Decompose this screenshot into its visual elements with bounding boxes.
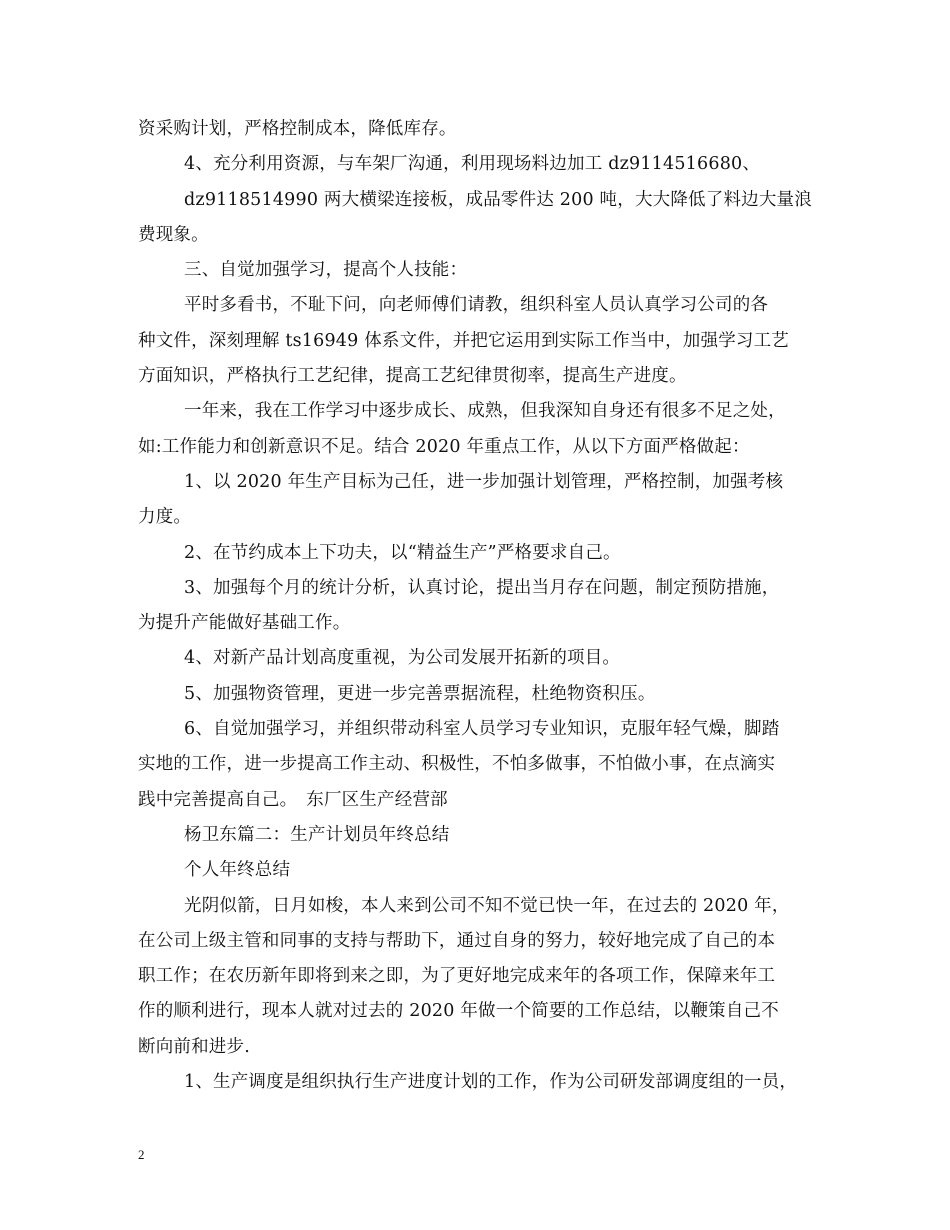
text-line: 一年来，我在工作学习中逐步成长、成熟，但我深知自身还有很多不足之处，	[184, 401, 786, 422]
text-line: 平时多看书，不耻下问，向老师傅们请教，组织科室人员认真学习公司的各	[184, 295, 769, 316]
text-line: 1、以 2020 年生产目标为己任，进一步加强计划管理，严格控制，加强考核	[184, 471, 784, 492]
text-line: 力度。	[138, 507, 192, 528]
body-text	[138, 112, 818, 1100]
text-line: 杨卫东篇二：生产计划员年终总结	[184, 824, 450, 845]
text-line: 费现象。	[138, 224, 209, 245]
text-line: 方面知识，严格执行工艺纪律，提高工艺纪律贯彻率，提高生产进度。	[138, 366, 687, 387]
text-line: 种文件，深刻理解 ts16949 体系文件，并把它运用到实际工作当中，加强学习工艺	[138, 330, 790, 351]
text-line: 实地的工作，进一步提高工作主动、积极性，不怕多做事，不怕做小事，在点滴实	[138, 754, 776, 775]
text-line: 4、对新产品计划高度重视，为公司发展开拓新的项目。	[184, 648, 621, 669]
text-line: 践中完善提高自己。 东厂区生产经营部	[138, 789, 448, 810]
text-line: 个人年终总结	[184, 860, 291, 881]
text-line: 职工作；在农历新年即将到来之即，为了更好地完成来年的各项工作，保障来年工	[138, 966, 776, 987]
text-line: dz9118514990 两大横梁连接板，成品零件达 200 吨，大大降低了料边大量浪	[184, 189, 812, 210]
text-line: 为提升产能做好基础工作。	[138, 613, 351, 634]
text-line: 4、充分利用资源，与车架厂沟通，利用现场料边加工 dz9114516680、	[184, 154, 761, 175]
text-line: 三、自觉加强学习，提高个人技能：	[184, 260, 468, 281]
text-line: 断向前和进步.	[138, 1036, 250, 1057]
text-line: 光阴似箭，日月如梭，本人来到公司不知不觉已快一年，在过去的 2020 年，	[184, 895, 790, 916]
text-line: 1、生产调度是组织执行生产进度计划的工作，作为公司研发部调度组的一员，	[184, 1072, 798, 1093]
text-line: 资采购计划，严格控制成本，降低库存。	[138, 119, 457, 139]
text-line: 如:工作能力和创新意识不足。结合 2020 年重点工作，从以下方面严格做起：	[138, 436, 750, 457]
text-line: 5、加强物资管理，更进一步完善票据流程，杜绝物资积压。	[184, 683, 656, 704]
text-line: 在公司上级主管和同事的支持与帮助下，通过自身的努力，较好地完成了自己的本	[138, 930, 776, 951]
text-line: 3、加强每个月的统计分析，认真讨论，提出当月存在问题，制定预防措施，	[184, 577, 780, 598]
text-line: 作的顺利进行，现本人就对过去的 2020 年做一个简要的工作总结，以鞭策自己不	[138, 1001, 779, 1022]
text-line: 2、在节约成本上下功夫，以“精益生产”严格要求自己。	[184, 542, 621, 563]
page-number: 2	[138, 1147, 145, 1162]
text-line: 6、自觉加强学习，并组织带动科室人员学习专业知识，克服年轻气燥，脚踏	[184, 719, 780, 740]
